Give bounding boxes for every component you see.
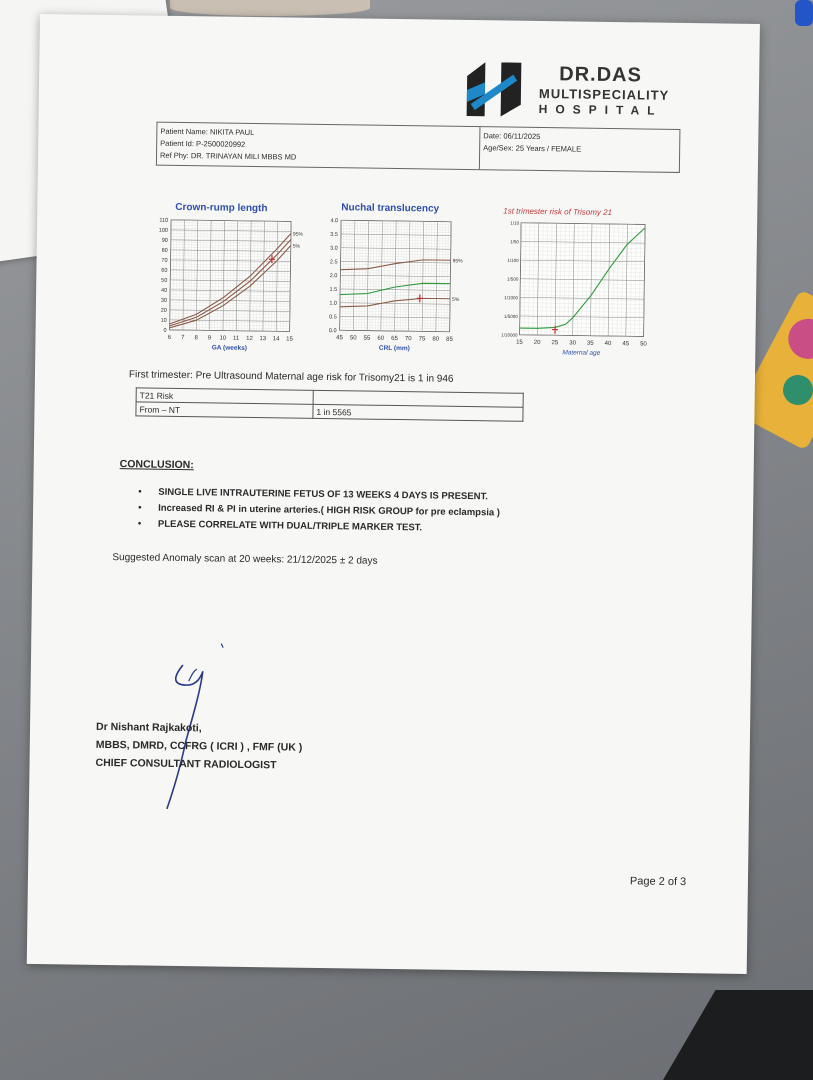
doctor-qualifications: MBBS, DMRD, CCFRG ( ICRI ) , FMF (UK ): [95, 738, 303, 754]
patient-name: Patient Name: NIKITA PAUL: [160, 126, 255, 138]
nt-chart: [317, 202, 479, 364]
trisomy-chart: [489, 204, 661, 366]
x-tick-label: 30: [569, 340, 576, 347]
y-tick-label: 0.0: [328, 328, 337, 335]
crl-chart-plot: [143, 213, 307, 365]
hospital-subtitle-2: HOSPITAL: [538, 101, 663, 118]
y-tick-label: 90: [161, 237, 168, 244]
risk-label: From – NT: [136, 402, 313, 418]
x-tick-label: 70: [404, 336, 412, 343]
x-tick-label: 60: [377, 335, 385, 342]
risk-label: T21 Risk: [136, 388, 313, 404]
series-label: 5%: [452, 296, 460, 303]
hospital-name: DR.DAS: [559, 63, 643, 87]
doctor-title: CHIEF CONSULTANT RADIOLOGIST: [95, 756, 277, 772]
trisomy-chart-title: 1st trimester risk of Trisomy 21: [503, 206, 613, 218]
x-tick-label: 11: [232, 335, 240, 342]
x-tick-label: 45: [336, 335, 343, 342]
x-tick-label: 50: [349, 335, 357, 342]
x-tick-label: 65: [391, 335, 398, 343]
patient-info-table: [156, 122, 681, 173]
y-tick-label: 10: [160, 317, 167, 324]
x-axis-label: CRL (mm): [378, 344, 410, 353]
x-tick-label: 45: [622, 341, 630, 348]
anomaly-scan-suggestion: Suggested Anomaly scan at 20 weeks: 21/12/2025 ± 2 days: [112, 552, 378, 567]
y-tick-label: 110: [159, 217, 169, 224]
y-tick-label: 100: [158, 227, 169, 234]
hospital-subtitle: MULTISPECIALITY: [538, 85, 670, 103]
doctor-block: [95, 718, 302, 775]
y-tick-label: 60: [161, 267, 168, 274]
x-tick-label: 13: [259, 336, 267, 343]
y-tick-label: 3.5: [330, 231, 338, 238]
y-tick-label: 1/10000: [501, 332, 518, 338]
page-number: Page 2 of 3: [629, 875, 687, 889]
y-tick-label: 0: [163, 327, 167, 334]
x-tick-label: 9: [207, 335, 212, 342]
y-tick-label: 0.5: [329, 314, 337, 321]
x-axis-label: GA (weeks): [211, 344, 247, 352]
age-sex: Age/Sex: 25 Years / FEMALE: [483, 143, 582, 154]
conclusion-item: • PLEASE CORRELATE WITH DUAL/TRIPLE MARKER TEST.: [138, 518, 500, 534]
crl-chart: [143, 201, 307, 363]
x-tick-label: 10: [219, 335, 227, 342]
y-tick-label: 50: [161, 277, 168, 284]
blue-object: [795, 0, 813, 26]
y-tick-label: 2.5: [329, 259, 338, 266]
x-tick-label: 15: [516, 339, 523, 346]
x-tick-label: 6: [167, 334, 172, 341]
y-tick-label: 1/50: [510, 239, 519, 245]
series-label: 95%: [452, 258, 463, 265]
report-page: [27, 14, 760, 974]
conclusion-list: [138, 486, 501, 539]
cloth-object: [170, 0, 370, 16]
y-tick-label: 1.5: [329, 286, 338, 293]
x-tick-label: 7: [181, 335, 185, 342]
crl-chart-title: Crown-rump length: [175, 201, 268, 215]
y-tick-label: 2.0: [329, 273, 338, 280]
x-tick-label: 20: [533, 339, 541, 347]
x-tick-label: 55: [363, 335, 371, 342]
risk-value: 1 in 5565: [313, 404, 523, 421]
y-tick-label: 1/500: [507, 276, 519, 282]
x-axis-label: Maternal age: [562, 349, 601, 357]
y-tick-label: 40: [160, 287, 168, 294]
x-tick-label: 40: [604, 340, 612, 348]
hospital-logo-icon: [465, 60, 524, 119]
y-tick-label: 1/10: [510, 220, 520, 226]
x-tick-label: 8: [194, 335, 198, 342]
x-tick-label: 15: [286, 336, 293, 343]
y-tick-label: 4.0: [330, 218, 339, 225]
x-tick-label: 75: [418, 336, 426, 343]
conclusion-item: • SINGLE LIVE INTRAUTERINE FETUS OF 13 WEEKS 4 DAYS IS PRESENT.: [138, 486, 500, 502]
x-tick-label: 85: [446, 336, 453, 343]
y-tick-label: 1/100: [507, 257, 519, 264]
risk-table: [135, 387, 523, 421]
y-tick-label: 1/1000: [504, 295, 519, 301]
patient-id: Patient Id: P-2500020992: [160, 138, 246, 149]
x-tick-label: 14: [272, 336, 280, 343]
risk-heading: First trimester: Pre Ultrasound Maternal age risk for Trisomy21 is 1 in 946: [128, 369, 454, 385]
y-tick-label: 30: [160, 297, 168, 304]
y-tick-label: 80: [161, 247, 168, 254]
trisomy-chart-plot: [489, 216, 661, 368]
conclusion-heading: CONCLUSION:: [119, 458, 194, 472]
nt-chart-plot: [317, 214, 479, 366]
y-tick-label: 70: [161, 257, 168, 264]
series-label: 5%: [292, 243, 301, 250]
doctor-name: Dr Nishant Rajkakoti,: [95, 720, 202, 735]
nt-chart-title: Nuchal translucency: [341, 202, 440, 215]
y-tick-label: 20: [160, 307, 167, 314]
x-tick-label: 80: [432, 336, 440, 343]
report-date: Date: 06/11/2025: [483, 131, 541, 141]
y-tick-label: 3.0: [330, 245, 338, 252]
series-label: 95%: [292, 231, 304, 238]
x-tick-label: 25: [551, 340, 559, 347]
x-tick-label: 50: [640, 341, 647, 348]
conclusion-item: • Increased RI & PI in uterine arteries.( HIGH RISK GROUP for pre eclampsia ): [138, 502, 500, 518]
x-tick-label: 12: [246, 335, 253, 343]
referring-physician: Ref Phy: DR. TRINAYAN MILI MBBS MD: [159, 150, 297, 162]
y-tick-label: 1/5000: [504, 313, 518, 320]
x-tick-label: 35: [586, 340, 594, 347]
y-tick-label: 1.0: [329, 300, 338, 307]
